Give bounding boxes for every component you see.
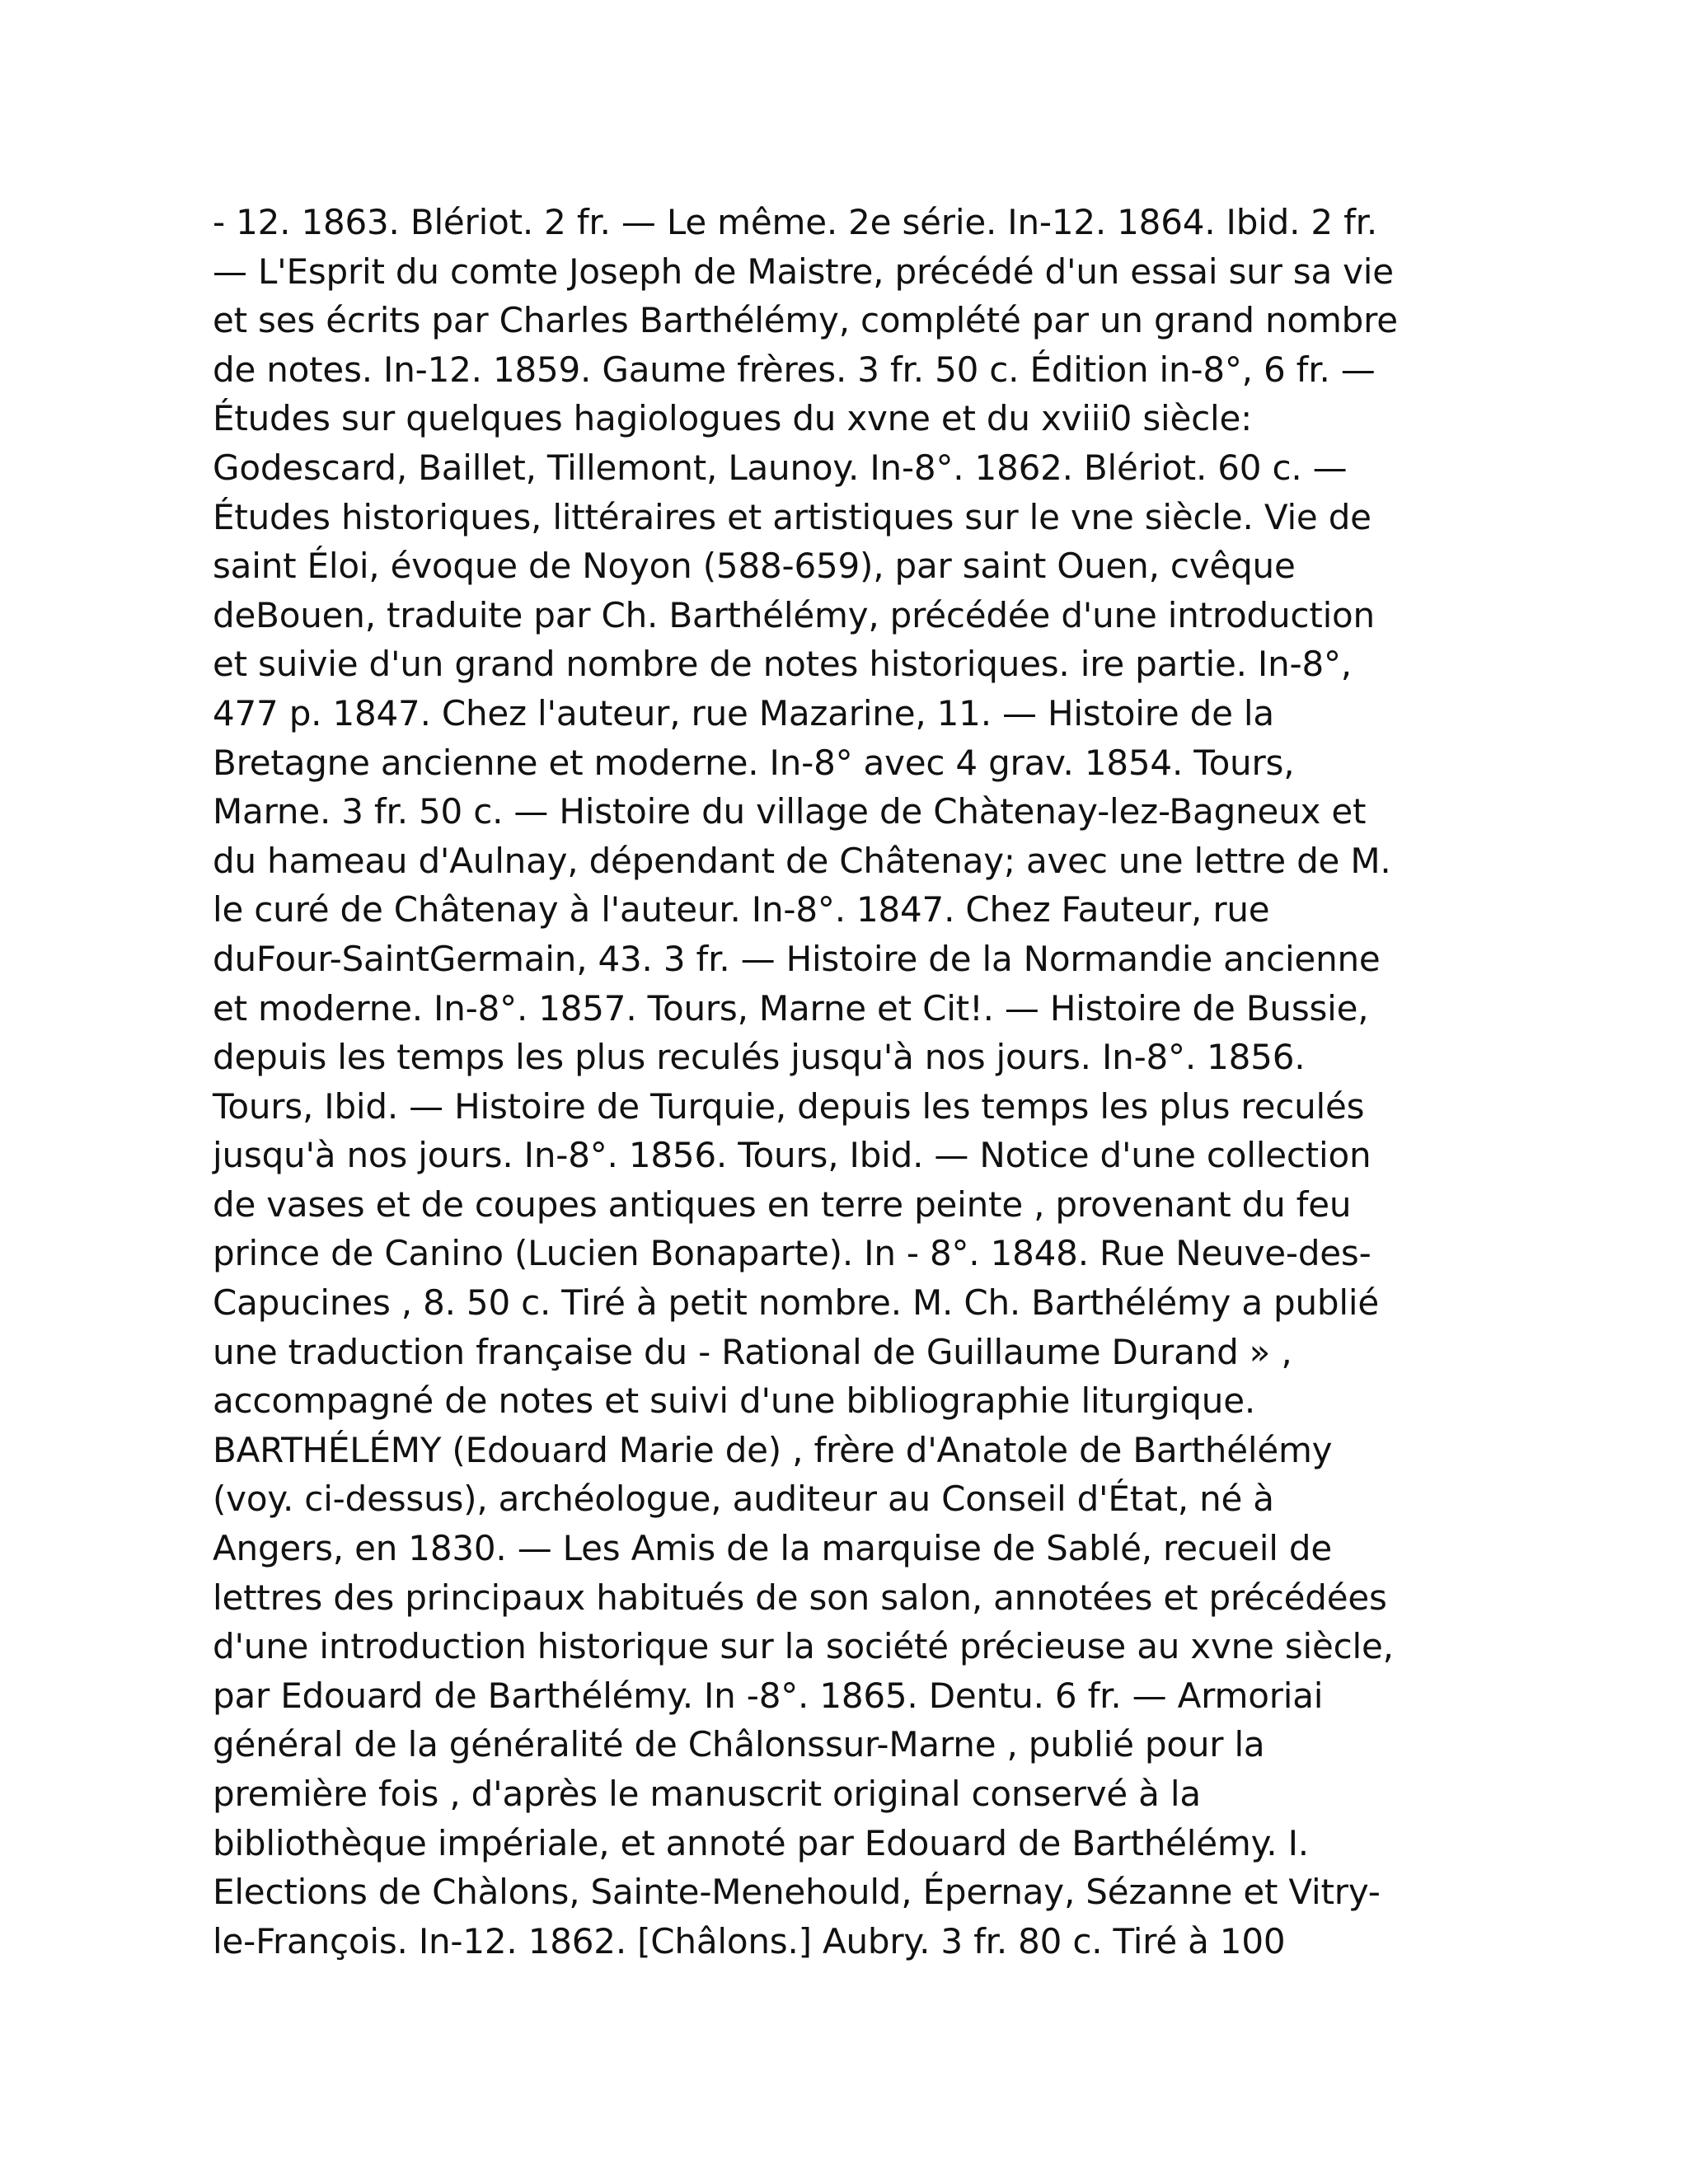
text-line: Godescard, Baillet, Tillemont, Launoy. In-8°. 1862. Blériot. 60 c. —: [213, 447, 1348, 488]
text-line: accompagné de notes et suivi d'une bibliographie liturgique.: [213, 1380, 1256, 1422]
text-line: Angers, en 1830. — Les Amis de la marquise de Sablé, recueil de: [213, 1528, 1332, 1569]
text-line: Bretagne ancienne et moderne. In-8° avec 4 grav. 1854. Tours,: [213, 742, 1295, 783]
text-line: par Edouard de Barthélémy. In -8°. 1865. Dentu. 6 fr. — Armoriai: [213, 1675, 1324, 1716]
text-line: (voy. ci-dessus), archéologue, auditeur au Conseil d'État, né à: [213, 1479, 1274, 1520]
text-line: le curé de Châtenay à l'auteur. In-8°. 1847. Chez Fauteur, rue: [213, 889, 1270, 930]
text-line: Tours, Ibid. — Histoire de Turquie, depuis les temps les plus reculés: [213, 1085, 1365, 1127]
body-text: [213, 198, 1498, 1966]
text-line: Elections de Chàlons, Sainte-Menehould, Épernay, Sézanne et Vitry-: [213, 1872, 1381, 1913]
text-line: depuis les temps les plus reculés jusqu'à nos jours. In-8°. 1856.: [213, 1037, 1306, 1078]
text-line: et moderne. In-8°. 1857. Tours, Marne et Cit!. — Histoire de Bussie,: [213, 987, 1369, 1029]
text-line: Études sur quelques hagiologues du xvne et du xviii0 siècle:: [213, 398, 1253, 439]
text-line: le-François. In-12. 1862. [Châlons.] Aubry. 3 fr. 80 c. Tiré à 100: [213, 1920, 1286, 1961]
text-line: et ses écrits par Charles Barthélémy, complété par un grand nombre: [213, 300, 1398, 341]
text-line: — L'Esprit du comte Joseph de Maistre, précédé d'un essai sur sa vie: [213, 251, 1394, 292]
text-line: de notes. In-12. 1859. Gaume frères. 3 fr. 50 c. Édition in-8°, 6 fr. —: [213, 349, 1376, 390]
text-line: général de la généralité de Châlonssur-Marne , publié pour la: [213, 1724, 1265, 1765]
text-line: Capucines , 8. 50 c. Tiré à petit nombre. M. Ch. Barthélémy a publié: [213, 1282, 1379, 1324]
text-line: deBouen, traduite par Ch. Barthélémy, précédée d'une introduction: [213, 594, 1375, 635]
text-line: et suivie d'un grand nombre de notes historiques. ire partie. In-8°,: [213, 644, 1352, 685]
text-line: lettres des principaux habitués de son salon, annotées et précédées: [213, 1577, 1387, 1618]
text-line: 477 p. 1847. Chez l'auteur, rue Mazarine, 11. — Histoire de la: [213, 692, 1274, 733]
text-line: jusqu'à nos jours. In-8°. 1856. Tours, Ibid. — Notice d'une collection: [213, 1135, 1372, 1176]
text-line: saint Éloi, évoque de Noyon (588-659), par saint Ouen, cvêque: [213, 546, 1296, 587]
text-line: duFour-SaintGermain, 43. 3 fr. — Histoire de la Normandie ancienne: [213, 938, 1381, 979]
text-line: prince de Canino (Lucien Bonaparte). In - 8°. 1848. Rue Neuve-des-: [213, 1233, 1372, 1274]
text-line: d'une introduction historique sur la société précieuse au xvne siècle,: [213, 1626, 1394, 1667]
text-line: BARTHÉLÉMY (Edouard Marie de) , frère d'Anatole de Barthélémy: [213, 1429, 1333, 1470]
text-line: Marne. 3 fr. 50 c. — Histoire du village de Chàtenay-lez-Bagneux et: [213, 791, 1367, 832]
text-line: une traduction française du - Rational de Guillaume Durand » ,: [213, 1331, 1292, 1372]
text-line: bibliothèque impériale, et annoté par Edouard de Barthélémy. I.: [213, 1822, 1309, 1863]
text-line: Études historiques, littéraires et artistiques sur le vne siècle. Vie de: [213, 496, 1372, 537]
text-line: première fois , d'après le manuscrit original conservé à la: [213, 1774, 1201, 1814]
text-line: de vases et de coupes antiques en terre peinte , provenant du feu: [213, 1183, 1352, 1225]
text-line: - 12. 1863. Blériot. 2 fr. — Le même. 2e série. In-12. 1864. Ibid. 2 fr.: [213, 202, 1378, 242]
text-line: du hameau d'Aulnay, dépendant de Châtenay; avec une lettre de M.: [213, 840, 1391, 881]
